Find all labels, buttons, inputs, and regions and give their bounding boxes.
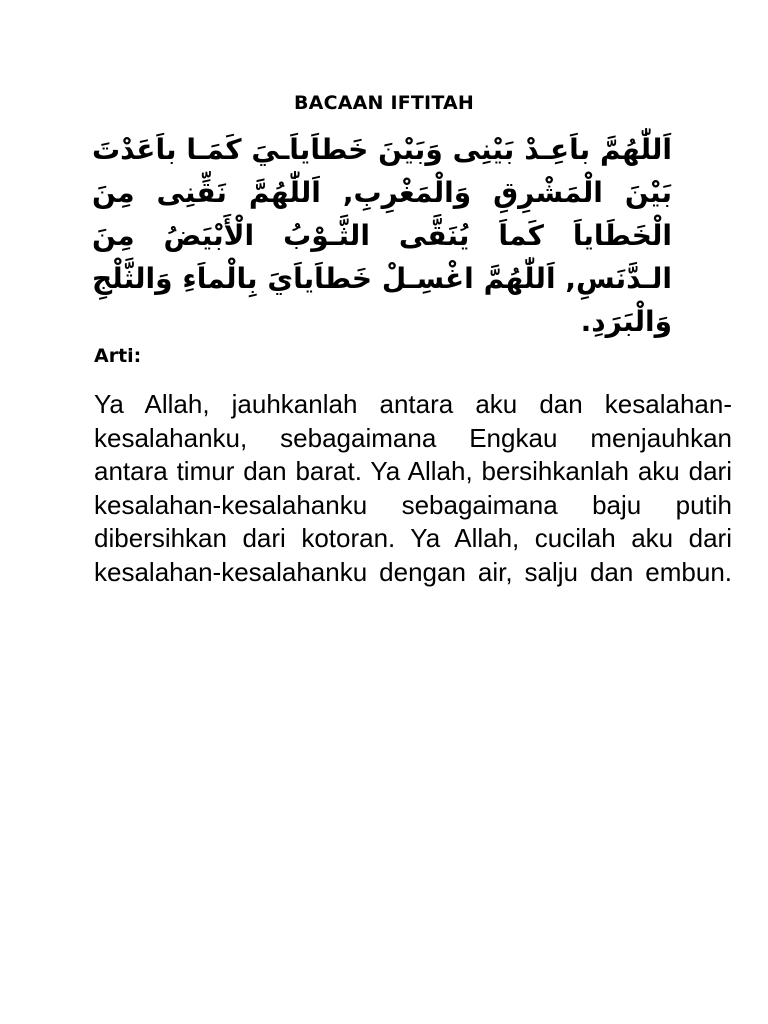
arti-heading: Arti:: [94, 345, 142, 367]
document-title: BACAAN IFTITAH: [293, 92, 475, 114]
translation-paragraph: Ya Allah, jauhkanlah antara aku dan kesalahan-kesalahanku, sebagaimana Engkau menjauhkan antara timur dan barat. Ya Allah, bersihkanlah aku dari kesalahan-kesalahanku sebagaimana baju putih dibersihkan dari kotoran. Ya Allah, cucilah aku dari kesalahan-kesalahanku dengan air, salju dan embun.: [94, 389, 732, 587]
arabic-prayer-text: اَللّٰهُمَّ باَعِـدْ بَيْنِى وَبَيْنَ خَطاَياَـيَ كَمَـا باَعَدْتَ بَيْنَ الْمَشْرِقِ وَالْمَغْرِبِ, اَللّٰهُمَّ نَقِّنِى مِنَ الْخَطَاياَ كَماَ يُنَقَّى الثَّـوْبُ الْأَبْيَضُ مِنَ الـدَّنَسِ, اَللّٰهُمَّ اغْسِـلْ خَطاَياَيَ بِالْماَءِ وَالثَّلْجِ وَالْبَرَدِ.: [92, 133, 672, 338]
